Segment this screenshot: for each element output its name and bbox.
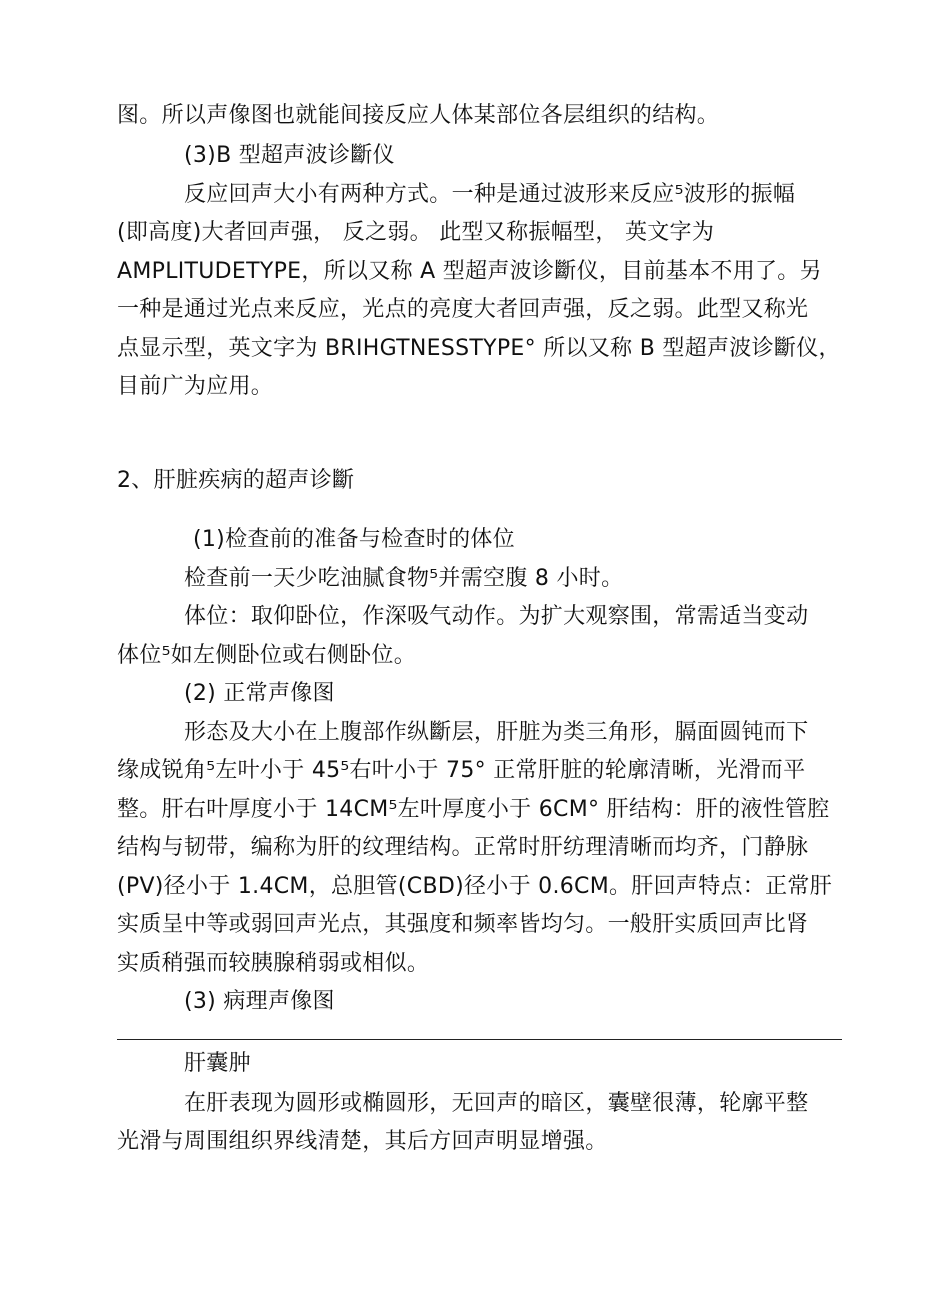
intro-line: 图。所以声像图也就能间接反应人体某部位各层组织的结构。 [117, 103, 720, 128]
paragraph-line: 缘成锐角⁵左叶小于 45⁵右叶小于 75° 正常肝脏的轮廓清晰，光滑而平 [117, 758, 806, 783]
posture-line: 体位：取仰卧位，作深吸气动作。为扩大观察围，常需适当变动 [184, 604, 809, 629]
paragraph-line: 在肝表现为圆形或椭圆形，无回声的暗区，囊壁很薄，轮廓平整 [184, 1091, 809, 1116]
cyst-title: 肝囊肿 [184, 1051, 251, 1076]
paragraph-line: 结构与韧带，编称为肝的纹理结构。正常时肝纺理清晰而均齐，门静脉 [117, 835, 809, 860]
paragraph-line: (PV)径小于 1.4CM，总胆管(CBD)径小于 0.6CM。肝回声特点：正常肝 [117, 874, 832, 899]
paragraph-line: 形态及大小在上腹部作纵斷层，肝脏为类三角形，膈面圆钝而下 [184, 720, 809, 745]
prep-line: 检查前一天少吃油腻食物⁵并需空腹 8 小时。 [184, 566, 624, 591]
paragraph-line: 目前广为应用。 [117, 374, 274, 399]
section-2-title: 2、肝脏疾病的超声诊斷 [117, 468, 355, 493]
paragraph-line: 一种是通过光点来反应，光点的亮度大者回声强，反之弱。此型又称光 [117, 297, 809, 322]
posture-line: 体位⁵如左侧卧位或右侧卧位。 [117, 643, 417, 668]
paragraph-line: 点显示型，英文字为 BRIHGTNESSTYPE° 所以又称 B 型超声波诊斷仪， [117, 336, 841, 361]
section-b-heading: (3)B 型超声波诊斷仪 [184, 143, 395, 168]
paragraph-line: 光滑与周围组织界线清楚，其后方回声明显增强。 [117, 1129, 608, 1154]
sub1-heading: (1)检查前的准备与检查时的体位 [193, 527, 515, 552]
paragraph-line: 实质呈中等或弱回声光点，其强度和频率皆均匀。一般肝实质回声比肾 [117, 912, 809, 937]
paragraph-line: 反应回声大小有两种方式。一种是通过波形来反应⁵波形的振幅 [184, 182, 796, 207]
paragraph-line: AMPLITUDETYPE，所以又称 A 型超声波诊斷仪，目前基本不用了。另 [117, 259, 822, 284]
paragraph-line: 实质稍强而较胰腺稍弱或相似。 [117, 951, 430, 976]
sub2-heading: (2) 正常声像图 [184, 681, 335, 706]
paragraph-line: (即高度)大者回声强， 反之弱。 此型又称振幅型， 英文字为 [117, 220, 715, 245]
sub3-heading: (3) 病理声像图 [184, 989, 335, 1014]
paragraph-line: 整。肝右叶厚度小于 14CM⁵左叶厚度小于 6CM° 肝结构：肝的液性管腔 [117, 797, 830, 822]
horizontal-divider [117, 1039, 842, 1040]
